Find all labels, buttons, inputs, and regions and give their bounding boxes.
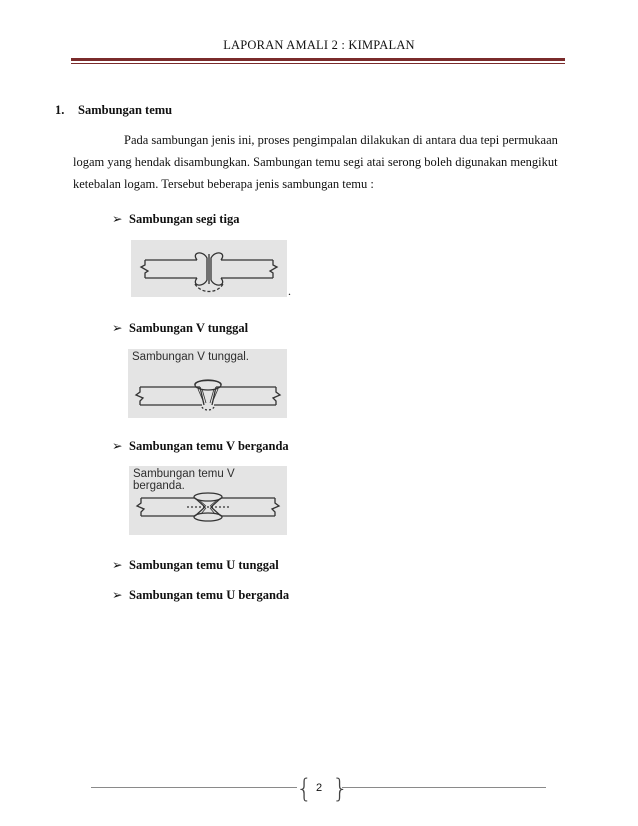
section-heading (55, 103, 172, 118)
figure-v-tunggal (128, 349, 287, 418)
bullet-item: ➢ Sambungan V tunggal (112, 321, 249, 335)
stray-dot: . (288, 284, 291, 298)
arrow-bullet-icon: ➢ (112, 558, 123, 572)
header-rule-thin (71, 63, 565, 64)
arrow-bullet-icon: ➢ (112, 439, 123, 453)
page-number: 2 (315, 782, 323, 794)
figure-v-berganda (129, 466, 287, 535)
bullet-item: ➢ Sambungan temu U tunggal (112, 558, 279, 572)
right-brace-icon: } (332, 774, 349, 804)
figure-caption: Sambungan V tunggal. (132, 351, 250, 363)
figure-caption: Sambungan temu V berganda. (133, 468, 235, 492)
left-brace-icon: { (296, 774, 313, 804)
bullet-item: ➢ Sambungan temu V berganda (112, 439, 289, 453)
header-rule-thick (71, 58, 565, 61)
section-number: 1. (55, 103, 65, 117)
header-title: LAPORAN AMALI 2 : KIMPALAN (223, 38, 415, 52)
paragraph-line-3: ketebalan logam. Tersebut beberapa jenis sambungan temu : (73, 177, 374, 191)
paragraph-line-2: logam yang hendak disambungkan. Sambungan temu segi atai serong boleh digunakan mengikut (73, 155, 558, 169)
bullet-item: ➢ Sambungan segi tiga (112, 212, 240, 226)
section-title: Sambungan temu (78, 103, 173, 117)
arrow-bullet-icon: ➢ (112, 588, 123, 602)
weld-diagram-segi-tiga (131, 240, 287, 297)
bullet-item: ➢ Sambungan temu U berganda (112, 588, 290, 602)
arrow-bullet-icon: ➢ (112, 321, 123, 335)
paragraph-line-1: Pada sambungan jenis ini, proses pengimpalan dilakukan di antara dua tepi permukaan (124, 133, 558, 147)
figure-segi-tiga (131, 240, 287, 297)
arrow-bullet-icon: ➢ (112, 212, 123, 226)
